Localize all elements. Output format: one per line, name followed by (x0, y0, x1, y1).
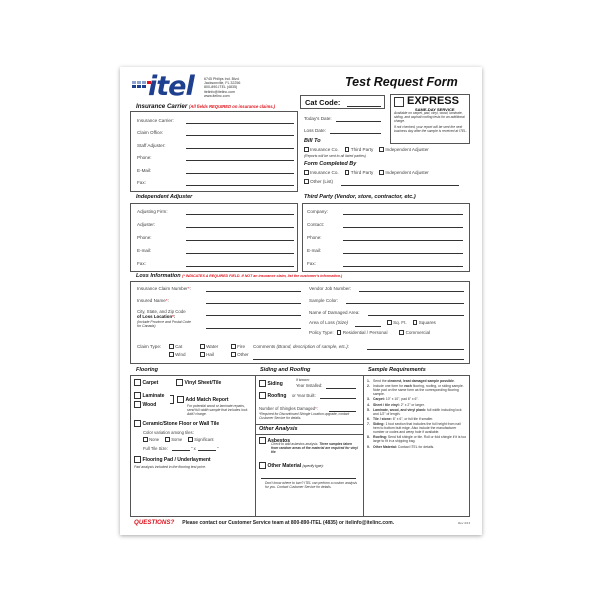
bottom-sections-box: Carpet Vinyl Sheet/Tile Laminate Wood Add Match Report For potential wood or laminate repairs, send full width sample that includes lock. Add'l charge. Ceramic/Stone Floor or Wall Tile Color variation among tiles: None Some Significant Full Tile Size: " x " Flooring Pad / Underlayment Pad analysis included in the flooring test price. Siding If known: Year Installed: Roofing or Year Built: Number of Shingles Damaged*: *Required for Discontinued Shingle Location upgrade, contact Customer Service for details. Other Analysis Asbestos Check to add asbestos analysis. Three samples taken from random areas of the material are required for vinyl tile Other Material (specify type): Don't know where to turn? ITEL can perform a custom analysis for you. Contact Customer Service for details. 1. Send the cleanest, least damaged sample possible. 2. Include one form for each flooring, roofing, or siding sample. Note pad on the same form as the corresponding flooring sample. 3. Carpet: 10" x 10", pad 6" x 6". 4. Sheet / tile vinyl: 2" x 2" or larger. 5. Laminate, wood, and vinyl plank: full width including lock and 1/2" of length. 6. Tile / stone: 6" x 6", or full tile if smaller. 7. Siding: 1 foot section that includes the full height from nail hem to bottom butt edge. Also include the manufacturer number or codes and weep hole if available. 8. Roofing: Send full shingle or tile. Roll or fold shingle if it is too large to fit in a shipping bag. 9. Other Material: Contact ITEL for details. (130, 375, 470, 517)
insurance-carrier-input[interactable] (186, 123, 294, 124)
checkbox[interactable] (399, 330, 404, 335)
claim-type-other[interactable]: Other (231, 352, 249, 357)
year-built-input[interactable] (320, 398, 356, 399)
loss-location-input[interactable] (206, 328, 301, 329)
tile-length-input[interactable] (198, 450, 216, 451)
independent-adjuster-box: Adjusting Firm: Adjuster: Phone: E-mail: Fax: (130, 203, 298, 272)
required-note: (All fields REQUIRED on insurance claims.) (188, 104, 276, 109)
checkbox[interactable] (345, 147, 350, 152)
completed-by-other-input[interactable] (341, 185, 459, 186)
divider (255, 434, 363, 435)
asbestos-option[interactable]: Asbestos (259, 437, 290, 444)
requirement-item: 2. Include one form for each flooring, roofing, or siding sample. Note pad on the same form as the corresponding flooring sample. (367, 384, 464, 397)
requirement-item: 4. Sheet / tile vinyl: 2" x 2" or larger. (367, 402, 425, 407)
wood-option[interactable]: Wood (134, 401, 156, 408)
claim-office-input[interactable] (186, 135, 294, 136)
bill-to-independent-adjuster[interactable]: Independent Adjuster (379, 147, 429, 152)
checkbox[interactable] (304, 147, 309, 152)
claim-number-input[interactable] (206, 291, 301, 292)
requirement-item: 6. Tile / stone: 6" x 6", or full tile if smaller. (367, 416, 434, 421)
completed-by-third-party[interactable]: Third Party (345, 170, 374, 175)
commercial-option[interactable]: Commercial (399, 330, 430, 335)
express-checkbox[interactable] (394, 97, 404, 107)
checkbox[interactable] (165, 437, 170, 442)
other-analysis-heading: Other Analysis (259, 426, 298, 432)
comments-input-line-2[interactable] (253, 359, 464, 360)
residential-option[interactable]: Residential / Personal (337, 330, 388, 335)
variation-none[interactable]: None (143, 437, 159, 442)
claim-type-cat[interactable]: Cat (169, 344, 194, 349)
checkbox[interactable] (379, 147, 384, 152)
claim-type-fire[interactable]: Fire (231, 344, 245, 349)
checkbox[interactable] (134, 379, 141, 386)
sq-ft-option[interactable]: Sq. Ft. (387, 320, 407, 325)
company-input[interactable] (343, 214, 463, 215)
checkbox[interactable] (176, 379, 183, 386)
bill-to-insurance[interactable]: Insurance Co. (304, 147, 339, 152)
bill-to-third-party[interactable]: Third Party (345, 147, 374, 152)
carpet-option[interactable]: Carpet (134, 379, 158, 386)
cat-code-box: Cat Code: (300, 95, 385, 109)
checkbox[interactable] (200, 352, 205, 357)
checkbox[interactable] (169, 344, 174, 349)
revision: Rev 3/13 (457, 520, 470, 525)
test-request-form-page: itel 6745 Philips Ind. Blvd. Jacksonville, FL 32256 800-890-ITEL (4835) itelinfo@itelinc.com www.itelinc.com Test Request Form Insurance Carrier (All fields REQUIRED on insurance claims.) Insurance Carrier: Claim Office: Staff Adjuster: Phone: E-Mail: Fax: Cat Code: EXPRESS SAME-DAY SERVICE Available on carpet, pad, vinyl, wood, laminate, siding, and asphalt roofing tests for an additional charge. If not checked, your report will be sent the next business day after the sample is received at ITEL. Today's Date: Loss Date: Bill To Insurance Co. Third Party Independent Adjuster (Reports will be sent to all listed parties) Form Completed By Insurance Co. Third Party Independent Adjuster Other (List) Independent Adjuster Adjusting Firm: Adjuster: Phone: E-mail: Fax: Third Party (Vendor, store, contractor, etc.) Company: Contact: Phone: E-mail: Fax: Loss Information (* INDICATES A REQUIRED FIELD. If NOT an insurance claim, list the customer's information.) Insurance Claim Number*: Insured Name*: City, State, and Zip Code of Loss Location*: (Include Province and Postal Code for Canada) Vendor Job Number: Sample Color: Name of Damaged Area: Area of Loss (Size) Sq. Ft. Squares Policy Type: Residential / Personal Commercial Claim Type: Cat Water Fire Wind Hail Other Comments (Brand, description of sample, etc.): Flooring Siding and Roofing Sample Requirements Carpet Vinyl Sheet/Tile Laminate Wood Add Match Report For potential wood or laminate repairs, send full width sample that includes lock. Add'l charge. Ceramic/Stone Floor or Wall Tile Color variation among tiles: None Some Significant Full Tile Size: " x " Flooring Pad / Underlayment Pad analysis included in the flooring test price. Siding If known: Year Installed: Roofing or Year Built: Number of Shingles Damaged*: *Required for Discontinued Shingle Location upgrade, contact Customer Service for details. Other Analysis Asbestos Check to add asbestos analysis. Three samples taken from random areas of the material are required for vinyl tile Other Material (specify type): Don't know where to turn? ITEL can perform a custom analysis for you. Contact Customer Service for details. 1. Send the cleanest, least damaged sample possible. 2. Include one form for each flooring, roofing, or siding sample. Note pad on the same form as the corresponding flooring sample. 3. Carpet: 10" x 10", pad 6" x 6". 4. Sheet / tile vinyl: 2" x 2" or larger. 5. Laminate, wood, and vinyl plank: full width including lock and 1/2" of length. 6. Tile / stone: 6" x 6", or full tile if smaller. 7. Siding: 1 foot section that includes the full height from nail hem to bottom butt edge. Also include the manufacturer number or codes and weep hole if available. 8. Roofing: Send full shingle or tile. Roll or fold shingle if it is too large to fit in a shipping bag. 9. Other Material: Contact ITEL for details. QUESTIONS? Please contact our Customer Service team at 800-890-ITEL (4835) or itelinfo@itelinc.com. Rev 3/13 (120, 67, 482, 535)
cat-code-input[interactable] (347, 106, 381, 107)
requirement-item: 8. Roofing: Send full shingle or tile. Roll or fold shingle if it is too large to fit in a shipping bag. (367, 435, 467, 444)
loss-information-box: Insurance Claim Number*: Insured Name*: City, State, and Zip Code of Loss Location*: (Include Province and Postal Code for Canada) Vendor Job Number: Sample Color: Name of Damaged Area: Area of Loss (Size) Sq. Ft. Squares Policy Type: Residential / Personal Commercial Claim Type: Cat Water Fire Wind Hail Other Comments (Brand, description of sample, etc.): (130, 281, 470, 364)
todays-date-input[interactable] (336, 121, 381, 122)
carrier-fax-input[interactable] (186, 185, 294, 186)
insurance-carrier-heading: Insurance Carrier (All fields REQUIRED on insurance claims.) (136, 103, 276, 110)
adjuster-input[interactable] (186, 227, 294, 228)
loss-date-input[interactable] (330, 133, 381, 134)
loss-information-heading: Loss Information (* INDICATES A REQUIRED FIELD. If NOT an insurance claim, list the customer's information.) (136, 273, 343, 279)
city-state-zip-input[interactable] (206, 315, 301, 316)
checkbox[interactable] (387, 320, 392, 325)
checkbox[interactable] (143, 437, 148, 442)
checkbox[interactable] (231, 352, 236, 357)
checkbox[interactable] (177, 396, 184, 403)
claim-type-wind[interactable]: Wind (169, 352, 194, 357)
form-completed-options (304, 170, 435, 175)
bracket (170, 395, 174, 404)
siding-roofing-heading: Siding and Roofing (260, 367, 311, 373)
laminate-option[interactable]: Laminate (134, 392, 164, 399)
vendor-job-input[interactable] (359, 291, 464, 292)
other-material-input[interactable] (261, 478, 356, 479)
checkbox[interactable] (169, 352, 174, 357)
completed-by-independent-adjuster[interactable]: Independent Adjuster (379, 170, 429, 175)
divider (255, 376, 256, 516)
completed-by-other[interactable]: Other (List) (304, 179, 333, 184)
form-title: Test Request Form (345, 75, 458, 89)
divider (363, 376, 364, 516)
independent-adjuster-heading: Independent Adjuster (136, 194, 193, 200)
express-box: EXPRESS SAME-DAY SERVICE Available on carpet, pad, vinyl, wood, laminate, siding, and asphalt roofing tests for an additional charge. If not checked, your report will be sent the next business day after the sample is received at ITEL. (390, 94, 470, 144)
logo-wordmark: itel (148, 71, 194, 102)
contact-text: Please contact our Customer Service team at 800-890-ITEL (4835) or itelinfo@itelinc.com. (182, 519, 395, 526)
requirement-item: 3. Carpet: 10" x 10", pad 6" x 6". (367, 397, 419, 402)
checkbox[interactable] (231, 344, 236, 349)
adjusting-firm-input[interactable] (186, 214, 294, 215)
completed-by-insurance[interactable]: Insurance Co. (304, 170, 339, 175)
checkbox[interactable] (200, 344, 205, 349)
requirement-item: 5. Laminate, wood, and vinyl plank: full width including lock and 1/2" of length. (367, 407, 462, 416)
checkbox[interactable] (379, 170, 384, 175)
checkbox[interactable] (259, 392, 266, 399)
sample-requirements-list (367, 379, 467, 450)
adjuster-phone-input[interactable] (186, 240, 294, 241)
sample-color-input[interactable] (346, 303, 464, 304)
checkbox[interactable] (134, 456, 141, 463)
checkbox[interactable] (345, 170, 350, 175)
squares-option[interactable]: Squares (413, 320, 436, 325)
tile-width-input[interactable] (172, 450, 190, 451)
pad-option[interactable]: Flooring Pad / Underlayment (134, 456, 211, 463)
checkbox[interactable] (259, 437, 266, 444)
checkbox[interactable] (134, 420, 141, 427)
adjuster-fax-input[interactable] (186, 266, 294, 267)
staff-adjuster-input[interactable] (186, 148, 294, 149)
third-party-heading: Third Party (Vendor, store, contractor, etc.) (304, 194, 416, 200)
ceramic-option[interactable]: Ceramic/Stone Floor or Wall Tile (134, 420, 219, 427)
claim-type-water[interactable]: Water (200, 344, 225, 349)
questions-label: QUESTIONS? (134, 519, 175, 526)
insured-name-input[interactable] (206, 303, 301, 304)
carrier-phone-input[interactable] (186, 160, 294, 161)
variation-some[interactable]: Some (165, 437, 182, 442)
third-party-fax-input[interactable] (343, 266, 463, 267)
checkbox[interactable] (134, 392, 141, 399)
other-material-option[interactable]: Other Material (specify type): (259, 462, 324, 469)
bill-to-heading: Bill To (304, 138, 321, 144)
insurance-carrier-box: Insurance Carrier: Claim Office: Staff Adjuster: Phone: E-Mail: Fax: (130, 111, 298, 192)
flooring-heading: Flooring (136, 367, 158, 373)
roofing-option[interactable]: Roofing (259, 392, 286, 399)
checkbox[interactable] (413, 320, 418, 325)
sample-requirements-heading: Sample Requirements (368, 367, 426, 373)
area-of-loss-input[interactable] (355, 326, 381, 327)
checkbox[interactable] (304, 179, 309, 184)
contact-input[interactable] (343, 227, 463, 228)
checkbox[interactable] (259, 462, 266, 469)
vinyl-option[interactable]: Vinyl Sheet/Tile (176, 379, 221, 386)
itel-logo (132, 71, 202, 102)
siding-option[interactable]: Siding (259, 380, 283, 387)
third-party-email-input[interactable] (343, 253, 463, 254)
bill-to-options (304, 147, 435, 152)
checkbox[interactable] (188, 437, 193, 442)
claim-type-hail[interactable]: Hail (200, 352, 225, 357)
footer (134, 519, 470, 526)
third-party-box: Company: Contact: Phone: E-mail: Fax: (302, 203, 470, 272)
variation-significant[interactable]: Significant (188, 437, 213, 442)
checkbox[interactable] (337, 330, 342, 335)
match-report-option[interactable]: Add Match Report (177, 396, 229, 403)
form-completed-by-heading: Form Completed By (304, 161, 357, 167)
company-address: 6745 Philips Ind. Blvd. Jacksonville, FL 32256 800-890-ITEL (4835) itelinfo@itelinc.com www.itelinc.com (204, 77, 241, 98)
adjuster-email-input[interactable] (186, 253, 294, 254)
divider (255, 424, 363, 425)
third-party-phone-input[interactable] (343, 240, 463, 241)
year-installed-input[interactable] (326, 388, 356, 389)
checkbox[interactable] (134, 401, 141, 408)
checkbox[interactable] (259, 380, 266, 387)
comments-input[interactable] (367, 349, 464, 350)
damaged-area-input[interactable] (368, 315, 464, 316)
checkbox[interactable] (304, 170, 309, 175)
requirement-item: 7. Siding: 1 foot section that includes the full height from nail hem to bottom butt edge. Also include the manufacturer number or codes and weep hole if available. (367, 422, 461, 435)
requirement-item: 9. Other Material: Contact ITEL for details. (367, 444, 435, 449)
carrier-email-input[interactable] (186, 173, 294, 174)
requirement-item: 1. Send the cleanest, least damaged sample possible. (367, 379, 455, 383)
